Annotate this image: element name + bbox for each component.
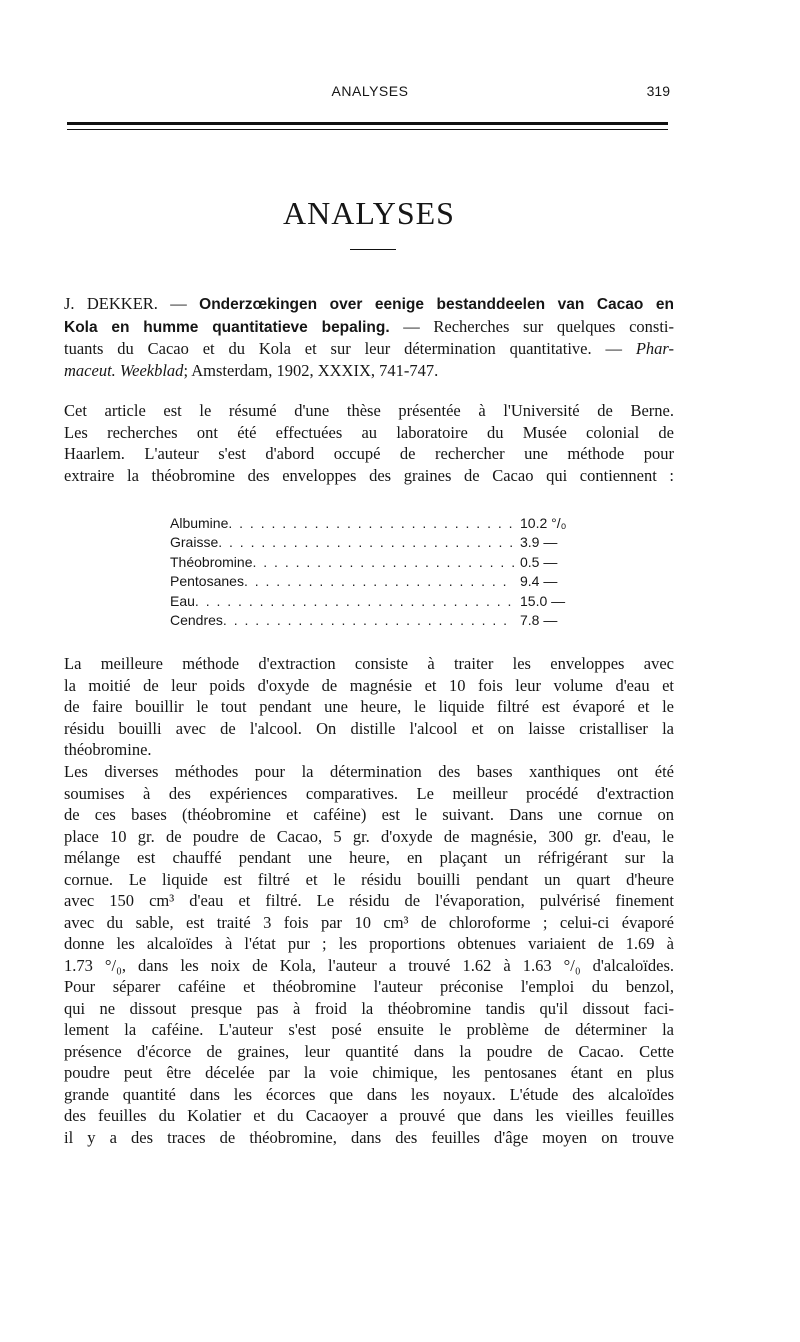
component-value: 0.5 — [520,553,558,570]
component-name: Graisse [170,534,219,551]
original-title: Onderzœkingen over eenige bestanddeelen van Cacao en [199,296,674,313]
journal-name: maceut. Weekblad [64,360,184,380]
journal-name: Phar- [635,339,674,358]
text-line: présence d'écorce de graines, leur quantité dans la poudre de Cacao. Cette [64,1041,674,1061]
component-name: Pentosanes [170,573,244,590]
text-line: la moitié de leur poids d'oxyde de magnésie et 10 fois leur volume d'eau et [64,675,674,695]
text-line: de ces bases (théobromine et caféine) est le suivant. Dans une cornue on [64,805,674,824]
reference-line [64,338,674,360]
text-line: poudre peut être décelée par la voie chimique, les pentosanes étant en plus [64,1063,674,1082]
text-line: donne les alcaloïdes à l'état pur ; les proportions obtenues variaient de 1.69 à [64,934,674,953]
text-line: de faire bouillir le tout pendant une heure, le liquide filtré est évaporé et le [64,697,674,716]
text-line: 1.73 °/₀, dans les noix de Kola, l'auteur a trouvé 1.62 à 1.63 °/₀ d'alcaloïdes. [64,955,674,975]
component-value: 15.0 — [520,592,566,609]
text-line: extraire la théobromine des enveloppes des graines de Cacao qui contiennent : [64,465,674,485]
text-line: qui ne dissout presque pas à froid la théobromine tandis qu'il dissout faci- [64,998,674,1018]
dot-leader [253,553,515,572]
dot-leader [244,572,514,591]
header-rule-thick [67,122,668,125]
dot-leader [223,611,514,630]
text-line: mélange est chauffé pendant une heure, en plaçant un réfrigérant sur la [64,848,674,867]
dot-leader [228,514,514,533]
table-row [170,592,610,611]
title-divider [350,249,396,250]
page-number: 319 [646,83,670,99]
component-value: 7.8 — [520,612,558,629]
text-line: théobromine. [64,740,152,759]
extraction-paragraph [64,653,674,761]
reference-line [64,360,674,382]
text-line: Haarlem. L'auteur s'est d'abord occupé de rechercher une méthode pour [64,444,674,463]
composition-table [170,514,610,630]
text-line: résidu bouilli avec de l'alcool. On distille l'alcool et on laisse cristalliser la [64,718,674,738]
text-line: Les diverses méthodes pour la détermination des bases xanthiques ont été [64,762,674,781]
dot-leader [195,592,514,611]
component-value: 3.9 — [520,534,558,551]
text-line: Les recherches ont été effectuées au laboratoire du Musée colonial de [64,422,674,442]
component-value: 9.4 — [520,573,558,590]
table-row [170,514,610,533]
component-name: Théobromine [170,553,253,570]
component-value: 10.2 °/₀ [520,515,567,531]
text-line: soumises à des expériences comparatives. Le meilleur procédé d'extraction [64,783,674,803]
table-row [170,611,610,630]
text-line: Pour séparer caféine et théobromine l'auteur préconise l'emploi du benzol, [64,977,674,996]
publication-details: ; Amsterdam, 1902, XXXIX, 741-747. [183,360,439,380]
text-line: avec 150 cm³ d'eau et filtré. Le résidu de l'évaporation, pulvérisé finement [64,891,674,910]
header-rule-thin [67,129,668,130]
reference-line [64,316,674,339]
section-title: ANALYSES [283,195,455,231]
component-name: Albumine [170,515,229,531]
text-line: grande quantité dans les écorces que dans les noyaux. L'étude des alcaloïdes [64,1084,674,1104]
component-name: Cendres [170,612,223,629]
text-line: il y a des traces de théobromine, dans des feuilles d'âge moyen on trouve [64,1127,674,1147]
translated-title: tuants du Cacao et du Kola et sur leur détermination quantitative. — [64,339,636,358]
translated-title: — Recherches sur quelques consti- [389,316,674,336]
dot-leader [218,533,514,552]
text-line: cornue. Le liquide est filtré et le résidu bouilli pendant un quart d'heure [64,869,674,889]
table-row [170,572,610,591]
intro-paragraph [64,400,674,486]
table-row [170,533,610,552]
bibliographic-reference [64,293,674,381]
table-row [170,553,610,572]
methods-paragraph [64,761,674,1148]
text-line: Cet article est le résumé d'une thèse présentée à l'Université de Berne. [64,401,674,420]
text-line: des feuilles du Kolatier et du Cacaoyer a prouvé que dans les vieilles feuilles [64,1106,674,1125]
text-line: place 10 gr. de poudre de Cacao, 5 gr. d'oxyde de magnésie, 300 gr. d'eau, le [64,826,674,846]
author-name: J. DEKKER. — [64,294,200,313]
original-title: Kola en humme quantitatieve bepaling. [64,318,390,336]
text-line: avec du sable, est traité 3 fois par 10 cm³ de chloroforme ; celui-ci évaporé [64,912,674,932]
text-line: La meilleure méthode d'extraction consiste à traiter les enveloppes avec [64,654,674,673]
text-line: lement la caféine. L'auteur s'est posé ensuite le problème de déterminer la [64,1020,674,1039]
running-header-title: ANALYSES [331,83,409,99]
component-name: Eau [170,592,195,609]
reference-line [64,293,674,316]
